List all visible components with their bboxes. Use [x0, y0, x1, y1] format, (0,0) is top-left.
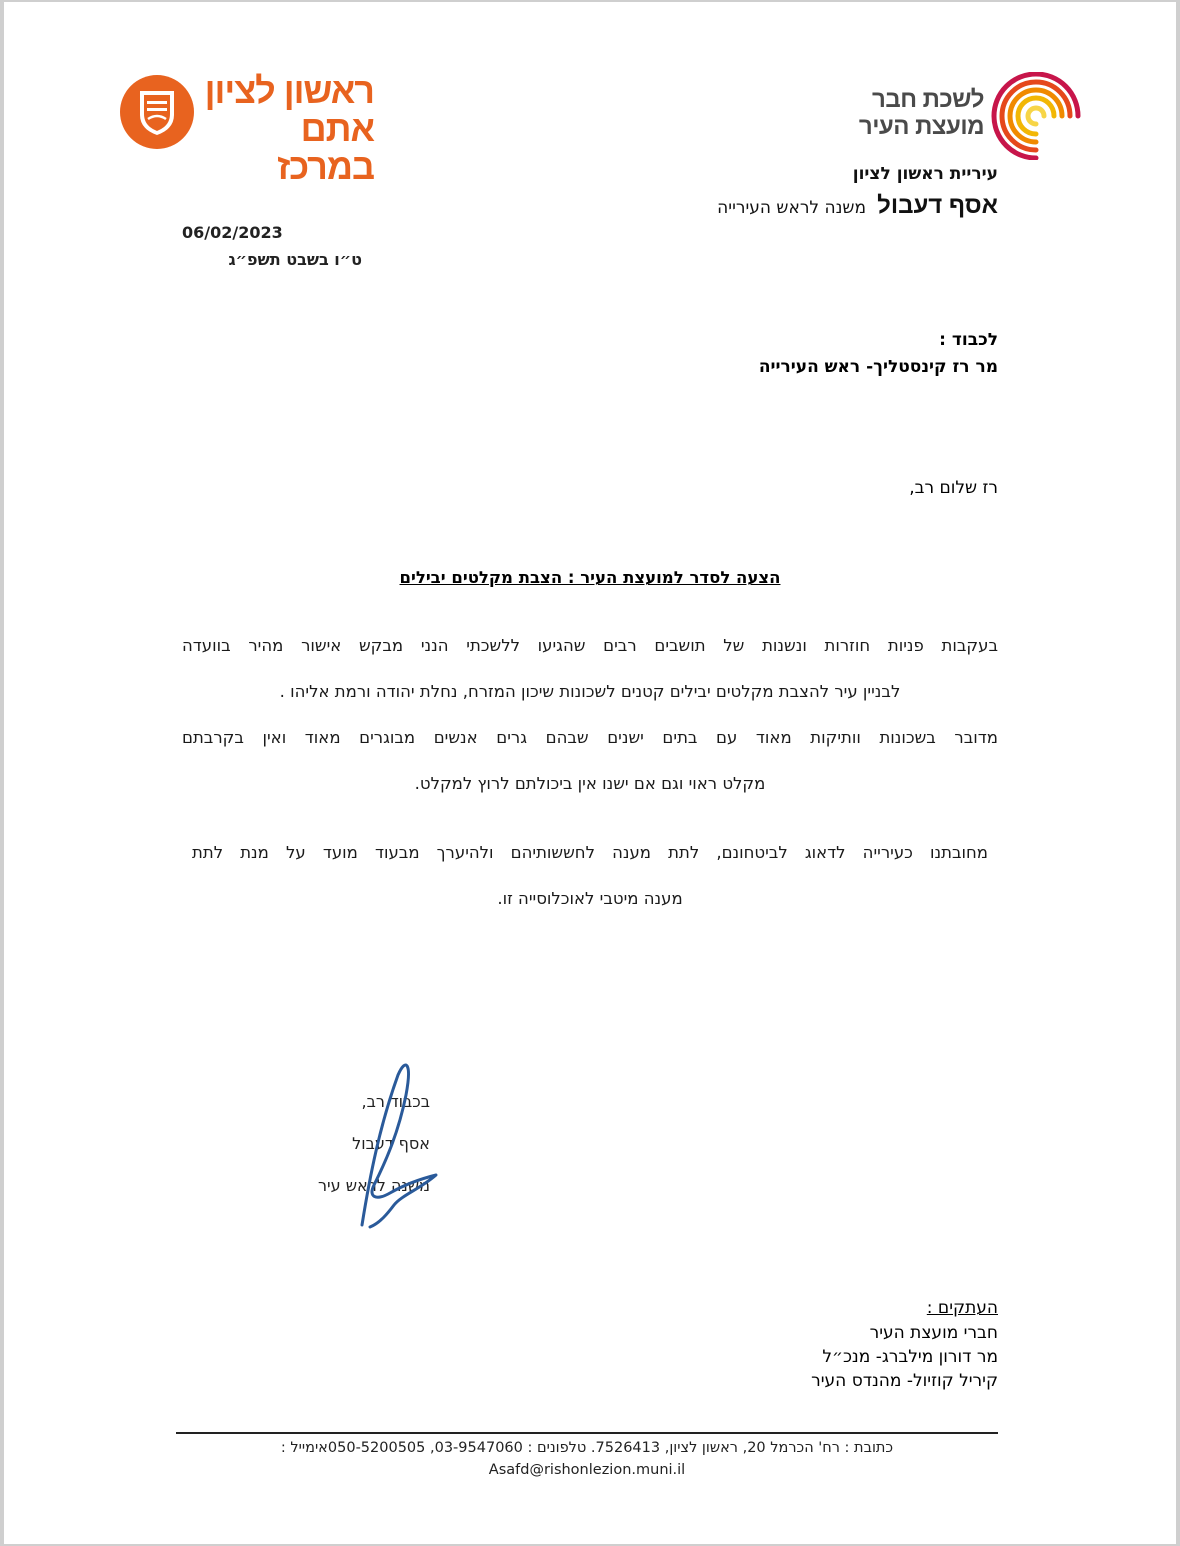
sender-name: אסף דעבול: [877, 192, 998, 219]
greeting: רז שלום רב,: [909, 478, 998, 498]
city-logo-line2: אתם במרכז: [277, 108, 374, 187]
body-line: לבניין עיר להצבת מקלטים יבילים קטנים לשכונות שיכון המזרח, נחלת יהודה ורמת אליהו .: [279, 682, 901, 701]
body-line: מדובר בשכונות וותיקות מאוד עם בתים ישנים שבהם גרים אנשים מבוגרים מאוד ואין בקרבתם: [182, 728, 998, 747]
hebrew-date: ט״ו בשבט תשפ״ג: [228, 250, 362, 269]
copy-recipient: חברי מועצת העיר: [869, 1323, 998, 1343]
municipality-name: עיריית ראשון לציון: [852, 164, 998, 184]
city-emblem-logo: [120, 75, 194, 149]
signer-title: משנה לראש עיר: [317, 1176, 430, 1195]
recipient-name: מר רז קינסטליך- ראש העירייה: [758, 357, 998, 377]
footer-contact: כתובת : רח' הכרמל 20, ראשון לציון, 7526413. טלפונים : 03-9547060, 050-5200505אימייל :: [280, 1440, 894, 1456]
body-line: מענה מיטבי לאוכלוסייה זו.: [497, 889, 683, 908]
council-logo-line2: מועצת העיר: [858, 113, 984, 140]
sender-line: [398, 192, 998, 220]
copy-recipient: קיריל קוזיול- מהנדס העיר: [811, 1371, 998, 1391]
body-paragraph-1: [182, 634, 998, 818]
recipient-label: לכבוד :: [939, 330, 998, 350]
closing-text: בכבוד רב,: [361, 1092, 430, 1111]
subject-line: הצעה לסדר למועצת העיר : הצבת מקלטים יבילים: [399, 568, 781, 587]
footer-divider: [176, 1432, 998, 1434]
body-line: בעקבות פניות חוזרות ונשנות של תושבים רבים שהגיעו ללשכתי הנני מבקש אישור מהיר בוועדה: [182, 636, 998, 655]
copy-recipient: מר דורון מילברג- מנכ״ל: [822, 1347, 998, 1367]
city-logo-text: [204, 72, 374, 186]
footer-email: Asafd@rishonlezion.muni.il: [488, 1462, 686, 1478]
council-swirl-logo: [984, 72, 1088, 160]
signer-name: אסף דעבול: [352, 1134, 430, 1153]
body-paragraph-2: [192, 841, 988, 933]
city-logo-line1: ראשון לציון: [204, 70, 374, 111]
council-logo-line1: לשכת חבר: [872, 86, 984, 113]
gregorian-date: 06/02/2023: [182, 223, 283, 242]
handwritten-signature: [340, 1055, 450, 1235]
body-line: מקלט ראוי וגם אם ישנו אין ביכולתם לרוץ למקלט.: [414, 774, 766, 793]
council-logo-text: [824, 86, 984, 140]
copies-title: העתקים :: [926, 1298, 998, 1318]
sender-role: משנה לראש העירייה: [717, 198, 867, 218]
body-line: מחובתנו כעירייה לדאוג לביטחונם, לתת מענה לחששותיהם ולהיערך מבעוד מועד על מנת לתת: [192, 843, 988, 862]
